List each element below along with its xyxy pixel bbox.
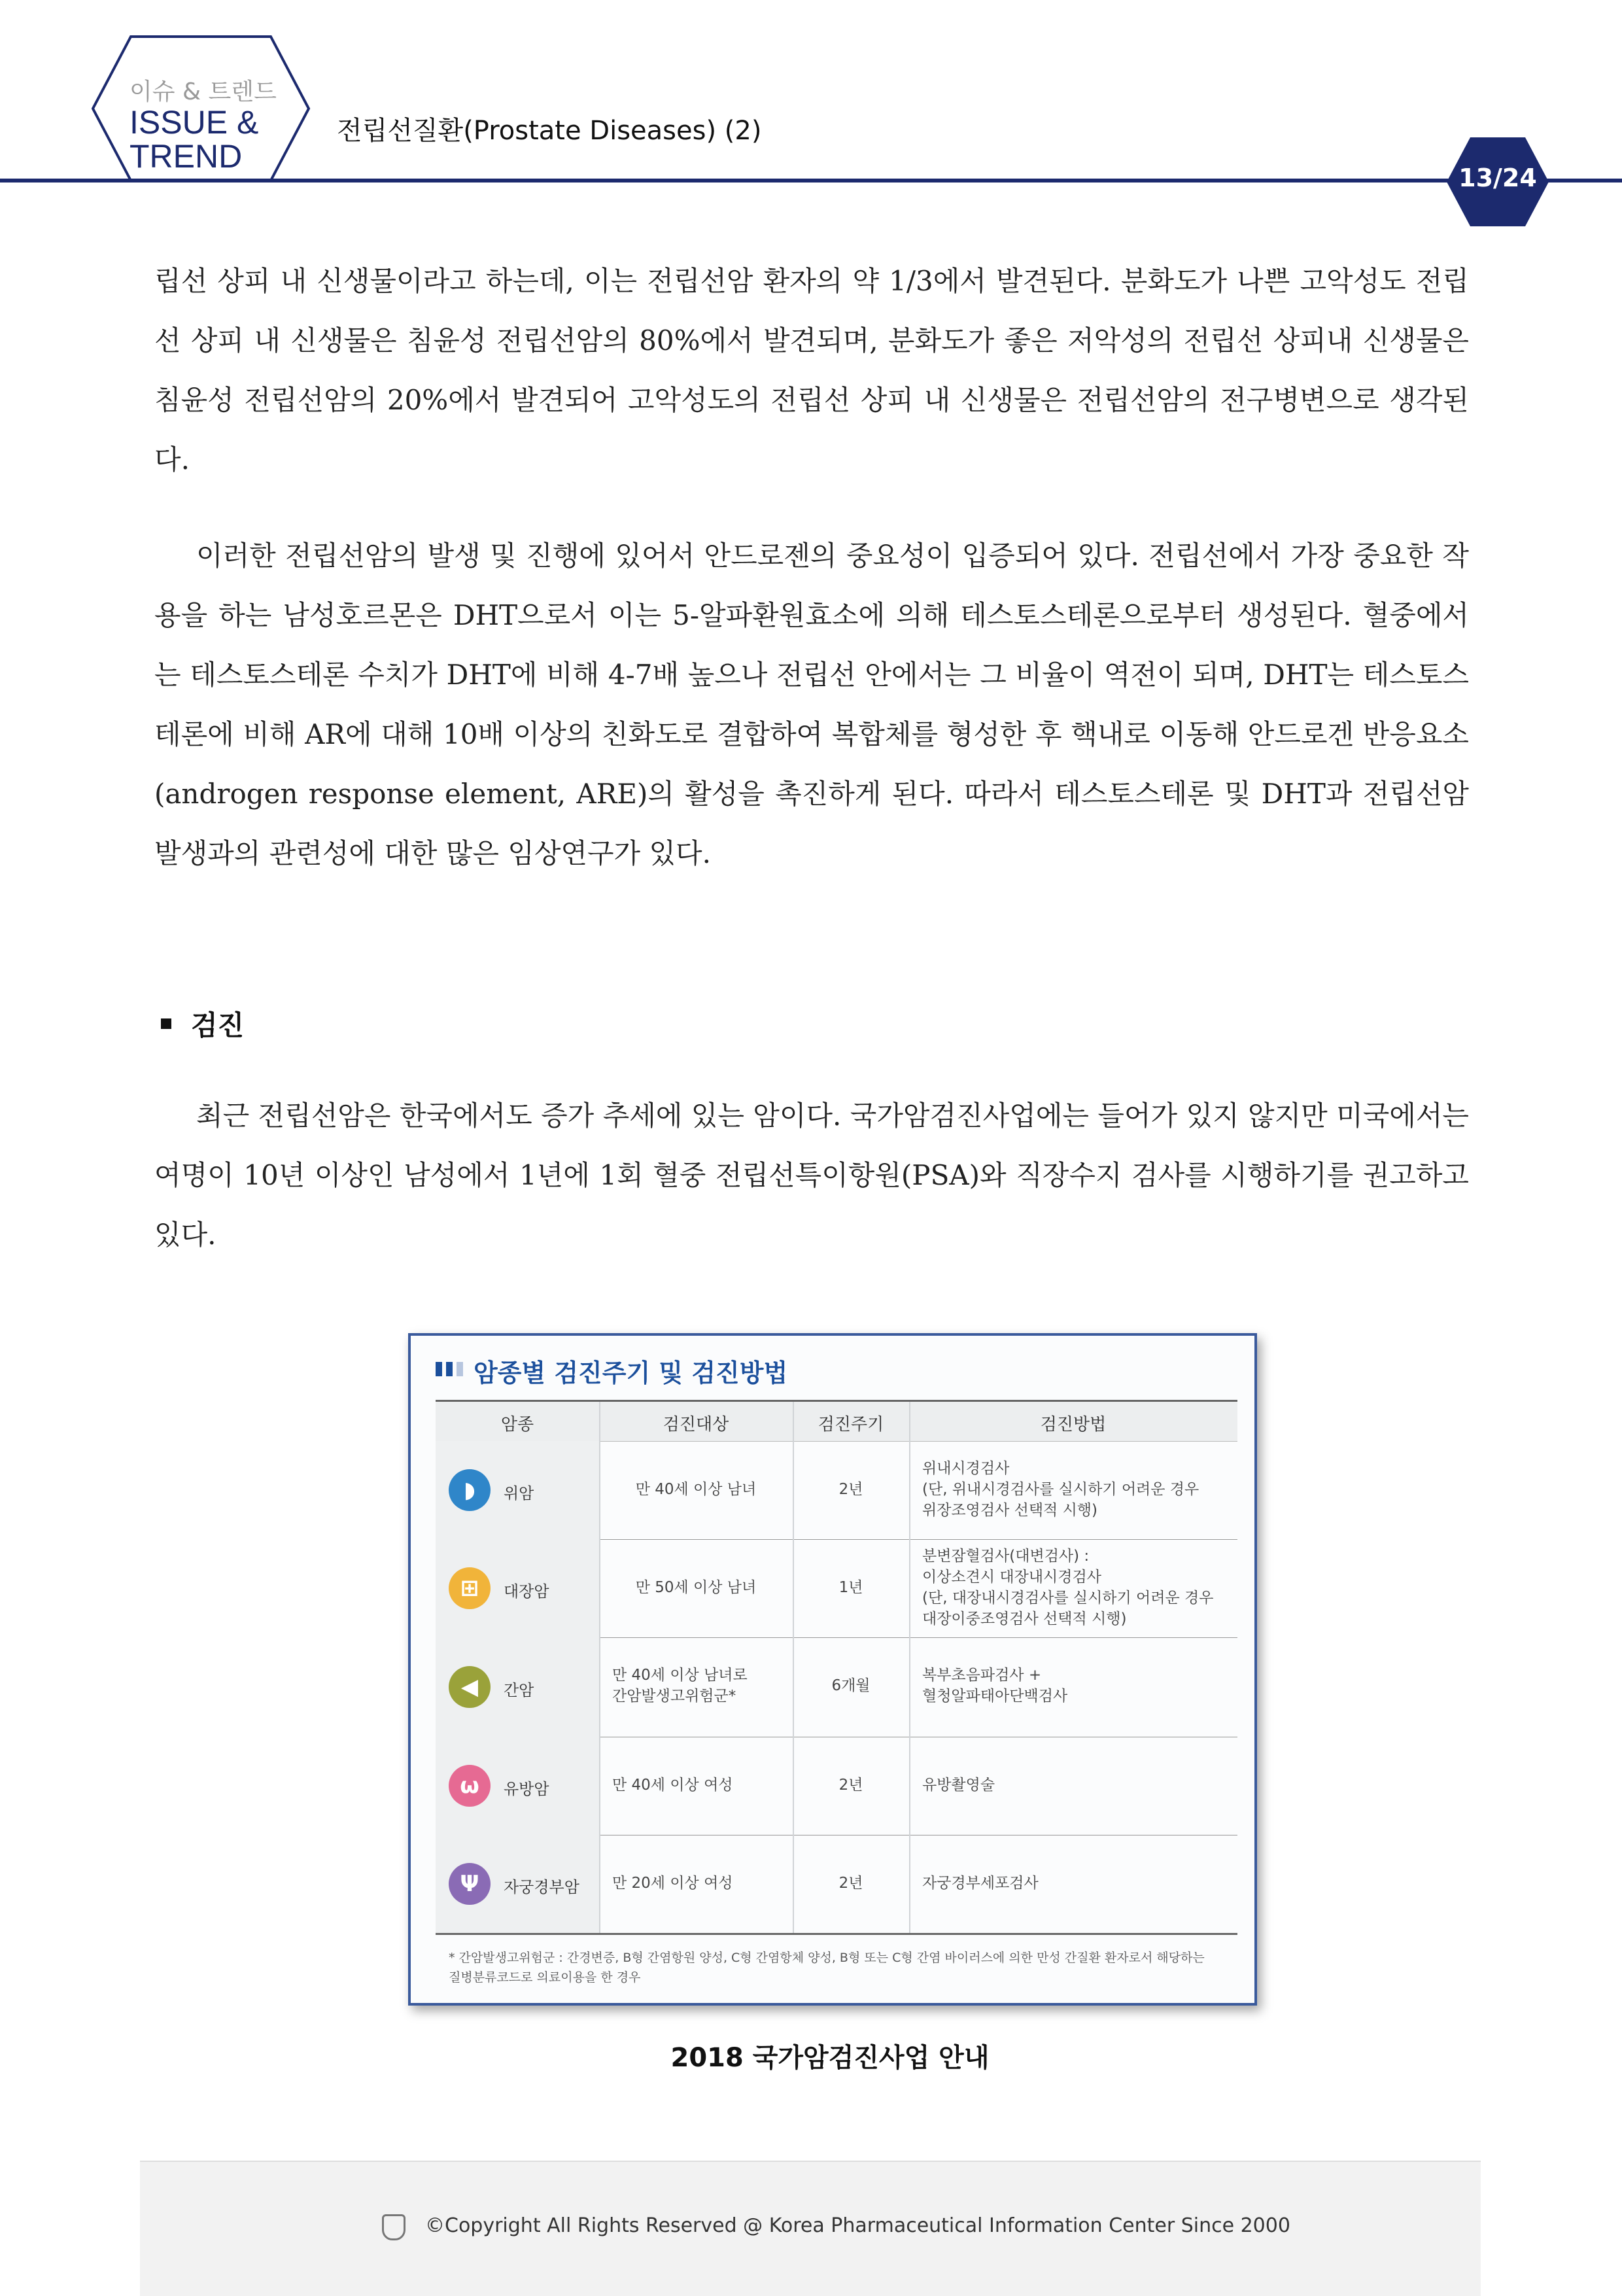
page-number: 13/24 bbox=[1458, 164, 1537, 192]
column-divider bbox=[793, 1402, 794, 1933]
figure-caption: 2018 국가암검진사업 안내 bbox=[670, 2043, 990, 2073]
column-divider bbox=[599, 1402, 600, 1933]
page-footer bbox=[140, 2161, 1481, 2296]
screening-table-figure bbox=[408, 1333, 1257, 2006]
paragraph-screening: 최근 전립선암은 한국에서도 증가 추세에 있는 암이다. 국가암검진사업에는 들어가 있지 않지만 미국에서는 여명이 10년 이상인 남성에서 1년에 1회 혈중 전립선특이항원(PSA)와 직장수지 검사를 시행하기를 권고하고 있다. bbox=[154, 1100, 1469, 1251]
title-bar-icon bbox=[446, 1362, 453, 1376]
header-method: 검진방법 bbox=[1040, 1415, 1107, 1435]
target-cell: 만 40세 이상 여성 bbox=[612, 1777, 733, 1794]
title-bar-icon bbox=[457, 1362, 463, 1376]
cycle-cell: 2년 bbox=[838, 1777, 863, 1794]
table-header bbox=[436, 1402, 1237, 1442]
cycle-cell: 2년 bbox=[838, 1875, 863, 1892]
method-cell: 복부초음파검사 + 혈청알파태아단백검사 bbox=[922, 1667, 1068, 1705]
method-cell: 분변잠혈검사(대변검사) : 이상소견시 대장내시경검사 (단, 대장내시경검사를 실시하기 어려운 경우 대장이중조영검사 선택적 시행) bbox=[922, 1548, 1214, 1627]
cycle-cell: 1년 bbox=[838, 1579, 863, 1596]
paragraph-continuation: 립선 상피 내 신생물이라고 하는데, 이는 전립선암 환자의 약 1/3에서 발견된다. 분화도가 나쁜 고악성도 전립선 상피 내 신생물은 침윤성 전립선암의 80%에서 발견되며, 분화도가 좋은 저악성의 전립선 상피내 신생물은 침윤성 전립선암의 20%에서 발견되어 고악성도의 전립선 상피 내 신생물은 전립선암의 전구병변으로 생각된다. bbox=[154, 265, 1469, 476]
screening-table bbox=[436, 1400, 1237, 1935]
column-divider bbox=[909, 1402, 910, 1933]
header-target: 검진대상 bbox=[663, 1415, 729, 1435]
kpic-shield-icon bbox=[382, 2214, 406, 2240]
title-bar-icon bbox=[436, 1362, 442, 1376]
target-cell: 만 20세 이상 여성 bbox=[612, 1875, 733, 1892]
table-row bbox=[436, 1539, 1237, 1638]
method-cell: 자궁경부세포검사 bbox=[922, 1875, 1039, 1892]
header-cancer-type: 암종 bbox=[500, 1415, 534, 1435]
badge-issue-label: ISSUE & bbox=[129, 104, 259, 141]
header-cycle: 검진주기 bbox=[818, 1415, 884, 1435]
table-row bbox=[436, 1637, 1237, 1737]
figure-title: 암종별 검진주기 및 검진방법 bbox=[474, 1359, 788, 1387]
copyright-text: ©Copyright All Rights Reserved @ Korea Pharmaceutical Information Center Since 2000 bbox=[425, 2214, 1290, 2237]
paragraph-androgen: 이러한 전립선암의 발생 및 진행에 있어서 안드로젠의 중요성이 입증되어 있다. 전립선에서 가장 중요한 작용을 하는 남성호르몬은 DHT으로서 이는 5-알파환원효소에 의해 테스토스테론으로부터 생성된다. 혈중에서는 테스토스테론 수치가 DHT에 비해 4-7배 높으나 전립선 안에서는 그 비율이 역전이 되며, DHT는 테스토스테론에 비해 AR에 대해 10배 이상의 친화도로 결합하여 복합체를 형성한 후 핵내로 이동해 안드로겐 반응요소(androgen response element, ARE)의 활성을 촉진하게 된다. 따라서 테스토스테론 및 DHT과 전립선암 발생과의 관련성에 대한 많은 임상연구가 있다. bbox=[154, 540, 1469, 869]
cancer-type-label: 자궁경부암 bbox=[504, 1878, 579, 1896]
stomach-icon: ◗ bbox=[449, 1469, 491, 1511]
colon-icon: ⊞ bbox=[449, 1567, 491, 1609]
uterus-icon: Ψ bbox=[449, 1863, 491, 1905]
table-row bbox=[436, 1441, 1237, 1540]
target-cell: 만 40세 이상 남녀 bbox=[635, 1481, 757, 1498]
section-bullet bbox=[161, 1018, 171, 1029]
breast-icon: ω bbox=[449, 1765, 491, 1807]
method-cell: 유방촬영술 bbox=[922, 1777, 995, 1794]
cancer-type-label: 위암 bbox=[504, 1484, 534, 1503]
cycle-cell: 6개월 bbox=[831, 1677, 871, 1694]
cycle-cell: 2년 bbox=[838, 1481, 863, 1498]
section-title-screening: 검진 bbox=[191, 1009, 245, 1041]
badge-korean-label: 이슈 & 트렌드 bbox=[129, 78, 277, 105]
cancer-type-label: 간암 bbox=[504, 1681, 534, 1699]
liver-icon: ◀ bbox=[449, 1666, 491, 1708]
table-row bbox=[436, 1835, 1237, 1933]
header-divider bbox=[0, 179, 1622, 183]
cancer-type-label: 유방암 bbox=[504, 1780, 549, 1798]
table-row bbox=[436, 1737, 1237, 1835]
figure-footnote: * 간암발생고위험군 : 간경변증, B형 간염항원 양성, C형 간염항체 양성, B형 또는 C형 간염 바이러스에 의한 만성 간질환 환자로서 해당하는 질병분류코드로 의료이용을 한 경우 bbox=[449, 1951, 1205, 1985]
document-title: 전립선질환(Prostate Diseases) (2) bbox=[337, 116, 762, 146]
method-cell: 위내시경검사 (단, 위내시경검사를 실시하기 어려운 경우 위장조영검사 선택적 시행) bbox=[922, 1460, 1199, 1519]
cancer-type-label: 대장암 bbox=[504, 1582, 549, 1601]
badge-trend-label: TREND bbox=[129, 138, 243, 175]
target-cell: 만 40세 이상 남녀로 간암발생고위험군* bbox=[612, 1667, 748, 1705]
target-cell: 만 50세 이상 남녀 bbox=[635, 1579, 757, 1596]
